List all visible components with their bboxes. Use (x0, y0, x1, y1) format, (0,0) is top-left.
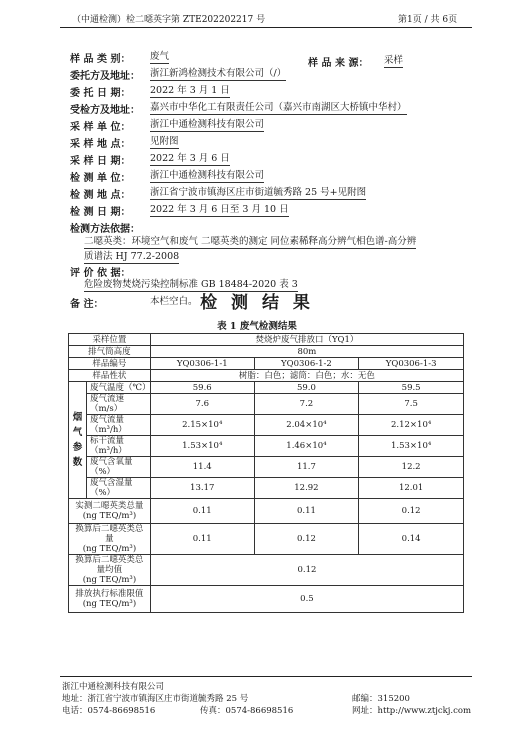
test-unit-label: 检 测 单 位： (70, 173, 131, 184)
cell-value: 2.04×10⁴ (254, 415, 359, 436)
cell-label (69, 499, 151, 524)
cell-label: 废气流量（m³/h） (86, 415, 150, 436)
cell-label (69, 524, 151, 555)
footer-fax: 传真：0574-86698516 (200, 706, 294, 716)
results-table (68, 333, 464, 613)
cell-label: 废气温度（℃） (86, 382, 150, 394)
cell-value: 0.11 (150, 524, 254, 555)
cell-value: 0.11 (254, 499, 359, 524)
cell-value: 1.53×10⁴ (359, 436, 464, 457)
group-label (69, 382, 87, 499)
table-row (69, 358, 464, 370)
cell-label (69, 555, 151, 586)
table-row (69, 436, 464, 457)
converted-label-1: 换算后二噁英类总量 (75, 524, 144, 544)
cell-label: 标干流量（m³/h） (86, 436, 150, 457)
entrust-date-label: 委 托 日 期： (70, 88, 131, 99)
cell-label: 废气流速（m/s） (86, 394, 150, 415)
cell-value: 2.12×10⁴ (359, 415, 464, 436)
cell-value: 0.11 (150, 499, 254, 524)
client-value: 浙江新鸿检测技术有限公司（/） (150, 68, 287, 79)
table-row (69, 524, 464, 555)
avg-label-2: (ng TEQ/m³) (82, 575, 137, 585)
sample-source-label: 样 品 来 源： (308, 58, 369, 69)
limit-label-2: (ng TEQ/m³) (82, 599, 137, 609)
inspected-value: 嘉兴市中华化工有限责任公司（嘉兴市南湖区大桥镇中华村） (150, 102, 407, 113)
cell-label: 废气含氧量（%） (86, 457, 150, 478)
footer-rule (60, 676, 472, 677)
table-row (69, 457, 464, 478)
converted-label-2: (ng TEQ/m³) (82, 544, 137, 554)
group-label-line-2: 参数 (72, 442, 83, 468)
cell-value: 12.2 (359, 457, 464, 478)
table-row (69, 478, 464, 499)
sampling-site-value: 见附图 (150, 136, 179, 147)
footer-tel: 电话：0574-86698516 (62, 706, 156, 716)
cell-value: 7.2 (254, 394, 359, 415)
table-row (69, 555, 464, 586)
cell-label: 样品编号 (69, 358, 151, 370)
header-rule (60, 27, 472, 28)
table-row (69, 382, 464, 394)
method-line-1: 二噁英类：环境空气和废气 二噁英类的测定 同位素稀释高分辨气相色谱-高分辨 (84, 236, 417, 247)
sampling-date-value: 2022 年 3 月 6 日 (150, 153, 230, 164)
remark-value: 本栏空白。 (150, 296, 198, 307)
test-date-label: 检 测 日 期： (70, 207, 131, 218)
table-row (69, 334, 464, 346)
cell-value: 7.5 (359, 394, 464, 415)
cell-value: 11.4 (150, 457, 254, 478)
measured-label-1: 实测二噁英类总量 (75, 501, 144, 511)
cell-value: 59.0 (254, 382, 359, 394)
cell-value: 59.5 (359, 382, 464, 394)
cell-value: 1.53×10⁴ (150, 436, 254, 457)
footer-address: 地址：浙江省宁波市镇海区庄市街道毓秀路 25 号 (62, 694, 249, 704)
test-site-value: 浙江省宁波市镇海区庄市街道毓秀路 25 号+见附图 (150, 187, 367, 198)
cell-value: 80m (150, 346, 463, 358)
cell-value: 12.01 (359, 478, 464, 499)
test-site-label: 检 测 地 点： (70, 190, 131, 201)
limit-label-1: 排放执行标准限值 (75, 589, 144, 599)
avg-label-1: 换算后二噁英类总量均值 (75, 555, 144, 575)
table-row (69, 499, 464, 524)
cell-value: 0.12 (359, 499, 464, 524)
cell-value: 0.14 (359, 524, 464, 555)
cell-value: 0.12 (150, 555, 463, 586)
cell-value: YQ0306-1-3 (359, 358, 464, 370)
sampling-date-label: 采 样 日 期： (70, 156, 131, 167)
cell-value: 12.92 (254, 478, 359, 499)
cell-value: 0.5 (150, 586, 463, 613)
basis-value: 危险废物焚烧污染控制标准 GB 18484-2020 表 3 (84, 279, 298, 290)
results-title: 检 测 结 果 (200, 293, 314, 313)
cell-value: 树脂：白色；滤筒：白色；水：无色 (150, 370, 463, 382)
footer-postcode: 邮编：315200 (352, 694, 410, 704)
method-label: 检测方法依据： (70, 224, 140, 235)
cell-value: 1.46×10⁴ (254, 436, 359, 457)
footer-company: 浙江中通检测科技有限公司 (62, 682, 165, 692)
cell-value: 11.7 (254, 457, 359, 478)
sample-source-value: 采样 (384, 55, 404, 66)
footer-web: 网址：http://www.ztjckj.com (352, 706, 472, 716)
table-row (69, 586, 464, 613)
cell-value: 焚烧炉废气排放口（YQ1） (150, 334, 463, 346)
test-unit-value: 浙江中通检测科技有限公司 (150, 170, 265, 181)
group-label-line-1: 烟气 (72, 412, 83, 438)
table-row (69, 394, 464, 415)
table-caption: 表 1 废气检测结果 (217, 321, 297, 332)
basis-label: 评 价 依 据： (70, 268, 131, 279)
inspected-label: 受检方及地址： (70, 105, 140, 116)
entrust-date-value: 2022 年 3 月 1 日 (150, 85, 230, 96)
cell-label: 采样位置 (69, 334, 151, 346)
cell-value: YQ0306-1-1 (150, 358, 254, 370)
client-label: 委托方及地址： (70, 71, 140, 82)
table-row (69, 346, 464, 358)
sample-type-value: 废气 (150, 51, 170, 62)
cell-label: 样品性状 (69, 370, 151, 382)
cell-label: 废气含湿量（%） (86, 478, 150, 499)
cell-label (69, 586, 151, 613)
sampling-site-label: 采 样 地 点： (70, 139, 131, 150)
sampling-unit-value: 浙江中通检测科技有限公司 (150, 119, 265, 130)
cell-value: 7.6 (150, 394, 254, 415)
page-indicator: 第1页 / 共 6页 (398, 15, 458, 25)
table-row (69, 415, 464, 436)
cell-value: 2.15×10⁴ (150, 415, 254, 436)
sample-type-label: 样 品 类 别： (70, 54, 131, 65)
measured-label-2: (ng TEQ/m³) (82, 511, 137, 521)
sampling-unit-label: 采 样 单 位： (70, 122, 131, 133)
method-line-2: 质谱法 HJ 77.2-2008 (84, 251, 180, 262)
test-date-value: 2022 年 3 月 6 日至 3 月 10 日 (150, 204, 289, 215)
cell-label: 排气筒高度 (69, 346, 151, 358)
cell-value: YQ0306-1-2 (254, 358, 359, 370)
cell-value: 0.12 (254, 524, 359, 555)
remark-label: 备 注： (70, 299, 104, 310)
table-row (69, 370, 464, 382)
report-number: （中通检测）检二噁英字第 ZTE202202217 号 (72, 15, 266, 25)
cell-value: 59.6 (150, 382, 254, 394)
cell-value: 13.17 (150, 478, 254, 499)
